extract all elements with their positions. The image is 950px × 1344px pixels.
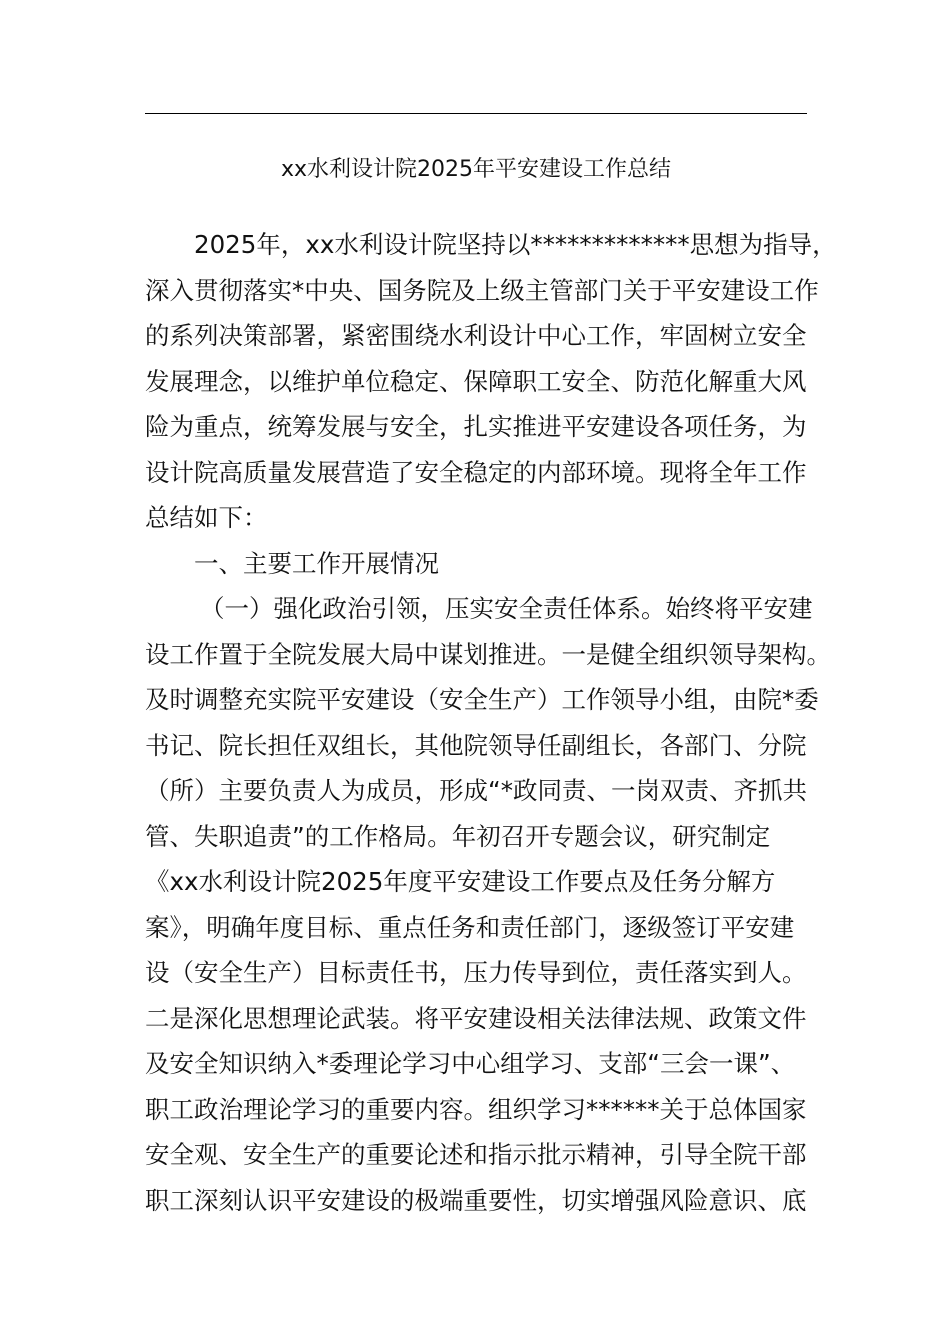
body-line: 深入贯彻落实*中央、国务院及上级主管部门关于平安建设工作 xyxy=(145,275,819,305)
body-line: （所）主要负责人为成员，形成“*政同责、一岗双责、齐抓共 xyxy=(145,776,807,805)
body-line: 书记、院长担任双组长，其他院领导任副组长，各部门、分院 xyxy=(145,730,807,760)
body-line: （一）强化政治引领，压实安全责任体系。始终将平安建 xyxy=(200,594,813,623)
body-line: 2025年，xx水利设计院坚持以*************思想为指导， xyxy=(194,230,837,259)
body-line: 总结如下： xyxy=(145,503,268,532)
body-line: 《xx水利设计院2025年度平安建设工作要点及任务分解方 xyxy=(145,867,776,896)
body-line: 发展理念，以维护单位稳定、保障职工安全、防范化解重大风 xyxy=(145,366,807,396)
body-line: 险为重点，统筹发展与安全，扎实推进平安建设各项任务，为 xyxy=(145,412,807,441)
document-body xyxy=(145,222,837,1223)
section-heading: 一、主要工作开展情况 xyxy=(194,548,439,578)
body-line: 设计院高质量发展营造了安全稳定的内部环境。现将全年工作 xyxy=(145,457,807,487)
body-line: 的系列决策部署，紧密围绕水利设计中心工作，牢固树立安全 xyxy=(145,321,807,350)
body-line: 及时调整充实院平安建设（安全生产）工作领导小组，由院*委 xyxy=(145,685,819,714)
body-line: 设（安全生产）目标责任书，压力传导到位，责任落实到人。 xyxy=(145,958,807,987)
body-line: 案》，明确年度目标、重点任务和责任部门，逐级签订平安建 xyxy=(145,912,795,942)
body-line: 设工作置于全院发展大局中谋划推进。一是健全组织领导架构。 xyxy=(145,639,831,669)
body-line: 安全观、安全生产的重要论述和指示批示精神，引导全院干部 xyxy=(145,1140,807,1169)
body-line: 职工政治理论学习的重要内容。组织学习******关于总体国家 xyxy=(145,1094,807,1124)
document-title: xx水利设计院2025年平安建设工作总结 xyxy=(280,157,672,182)
body-line: 及安全知识纳入*委理论学习中心组学习、支部“三会一课”、 xyxy=(145,1049,796,1078)
body-line: 职工深刻认识平安建设的极端重要性，切实增强风险意识、底 xyxy=(145,1185,807,1215)
body-line: 二是深化思想理论武装。将平安建设相关法律法规、政策文件 xyxy=(145,1003,807,1033)
header-divider xyxy=(145,113,807,114)
body-line: 管、失职追责”的工作格局。年初召开专题会议，研究制定 xyxy=(145,821,771,851)
